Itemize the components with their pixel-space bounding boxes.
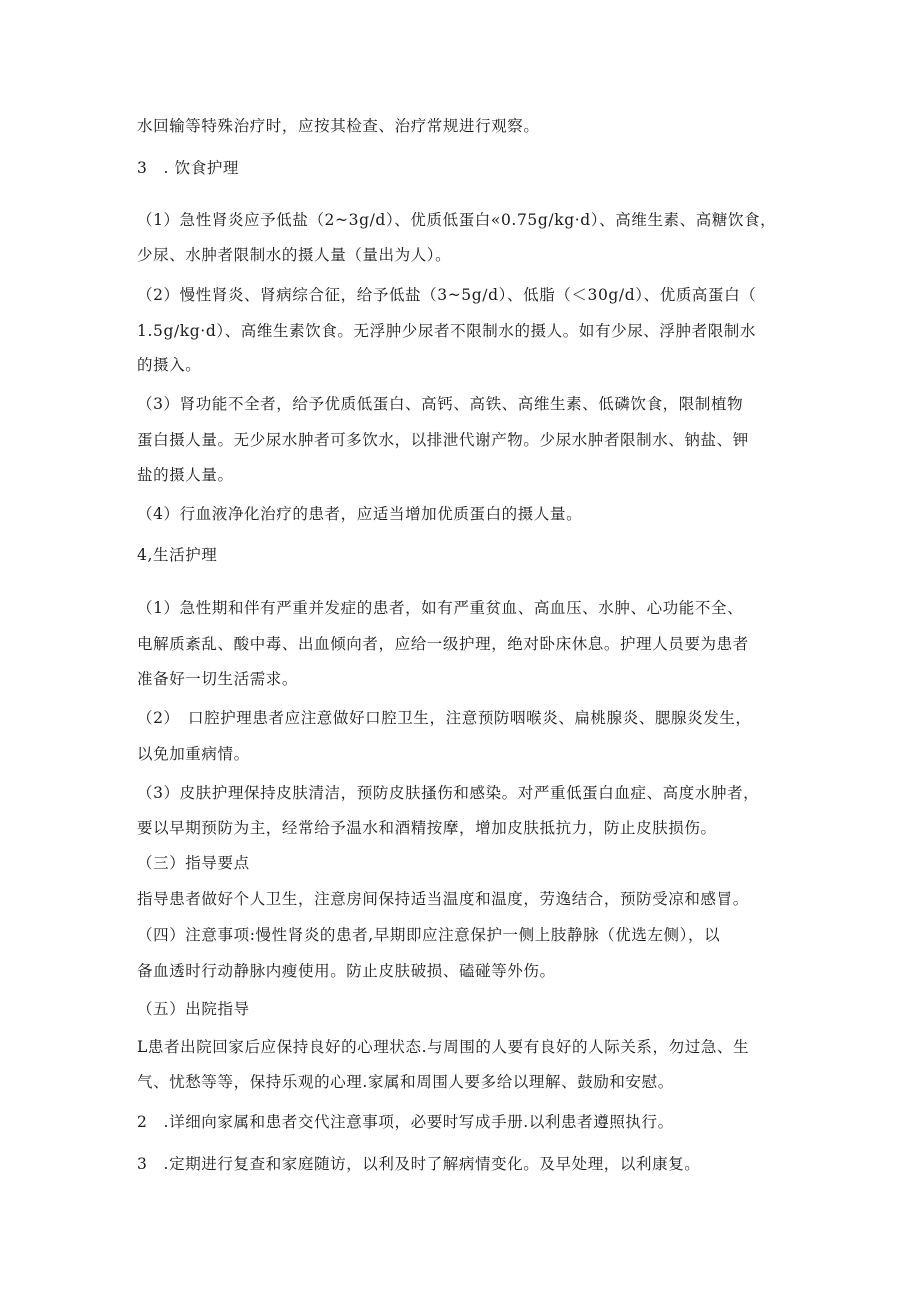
text-line: （2） 口腔护理患者应注意做好口腔卫生，注意预防咽喉炎、扁桃腺炎、腮腺炎发生， <box>137 709 752 727</box>
text-line: 的摄入。 <box>137 356 202 374</box>
section-heading: （五）出院指导 <box>137 1000 250 1018</box>
text-line: 少尿、水肿者限制水的摄人量（量出为人）。 <box>137 246 452 264</box>
text-line: （2）慢性肾炎、肾病综合征，给予低盐（3~5g∕d）、低脂（＜30g/d）、优质高蛋白（ <box>137 286 757 304</box>
section-heading: （三）指导要点 <box>137 854 250 872</box>
text-line: （3）肾功能不全者，给予优质低蛋白、高钙、高铁、高维生素、低磷饮食，限制植物 <box>137 395 744 413</box>
text-line: 3 .定期进行复查和家庭随访，以利及时了解病情变化。及早处理，以利康复。 <box>137 1155 701 1173</box>
text-line: 2 .详细向家属和患者交代注意事项，必要时写成手册.以利患者遵照执行。 <box>137 1113 674 1131</box>
text-line: （1）急性肾炎应予低盐（2~3g/d）、优质低蛋白«0.75g/kg·d）、高维生素、高糖饮食， <box>137 211 777 229</box>
section-heading: 4,生活护理 <box>137 546 218 564</box>
text-line: 水回输等特殊治疗时，应按其检查、治疗常规进行观察。 <box>137 117 540 135</box>
text-line: 气、忧愁等等，保持乐观的心理.家属和周围人要多给以理解、鼓励和安慰。 <box>137 1073 674 1091</box>
text-line: 盐的摄人量。 <box>137 466 234 484</box>
text-line: 以免加重病情。 <box>137 745 250 763</box>
text-line: L患者出院回家后应保持良好的心理状态.与周围的人要有良好的人际关系，勿过急、生 <box>137 1038 750 1056</box>
section-heading: 3 . 饮食护理 <box>137 159 240 177</box>
text-line: 指导患者做好个人卫生，注意房间保持适当温度和温度，劳逸结合，预防受凉和感冒。 <box>137 890 749 908</box>
text-line: 1.5g∕kg·d）、高维生素饮食。无浮肿少尿者不限制水的摄人。如有少尿、浮肿者限制水 <box>137 322 757 340</box>
text-line: 准备好一切生活需求。 <box>137 670 299 688</box>
text-line: 要以早期预防为主，经常给予温水和酒精按摩，增加皮肤抵抗力，防止皮肤损伤。 <box>137 819 717 837</box>
text-line: 电解质紊乱、酸中毒、出血倾向者，应给一级护理，绝对卧床休息。护理人员要为患者 <box>137 635 749 653</box>
text-line: （3）皮肤护理保持皮肤清洁，预防皮肤搔伤和感染。对严重低蛋白血症、高度水肿者， <box>137 784 760 802</box>
text-line: 备血透时行动静脉内瘦使用。防止皮肤破损、磕碰等外伤。 <box>137 962 556 980</box>
text-line: （4）行血液净化治疗的患者，应适当增加优质蛋白的摄人量。 <box>137 505 583 523</box>
text-line: （四）注意事项:慢性肾炎的患者,早期即应注意保护一侧上肢静脉（优选左侧），以 <box>137 926 721 944</box>
text-line: 蛋白摄人量。无少尿水肿者可多饮水，以排泄代谢产物。少尿水肿者限制水、钠盐、钾 <box>137 431 749 449</box>
text-line: （1）急性期和伴有严重并发症的患者，如有严重贫血、高血压、水肿、心功能不全、 <box>137 599 744 617</box>
